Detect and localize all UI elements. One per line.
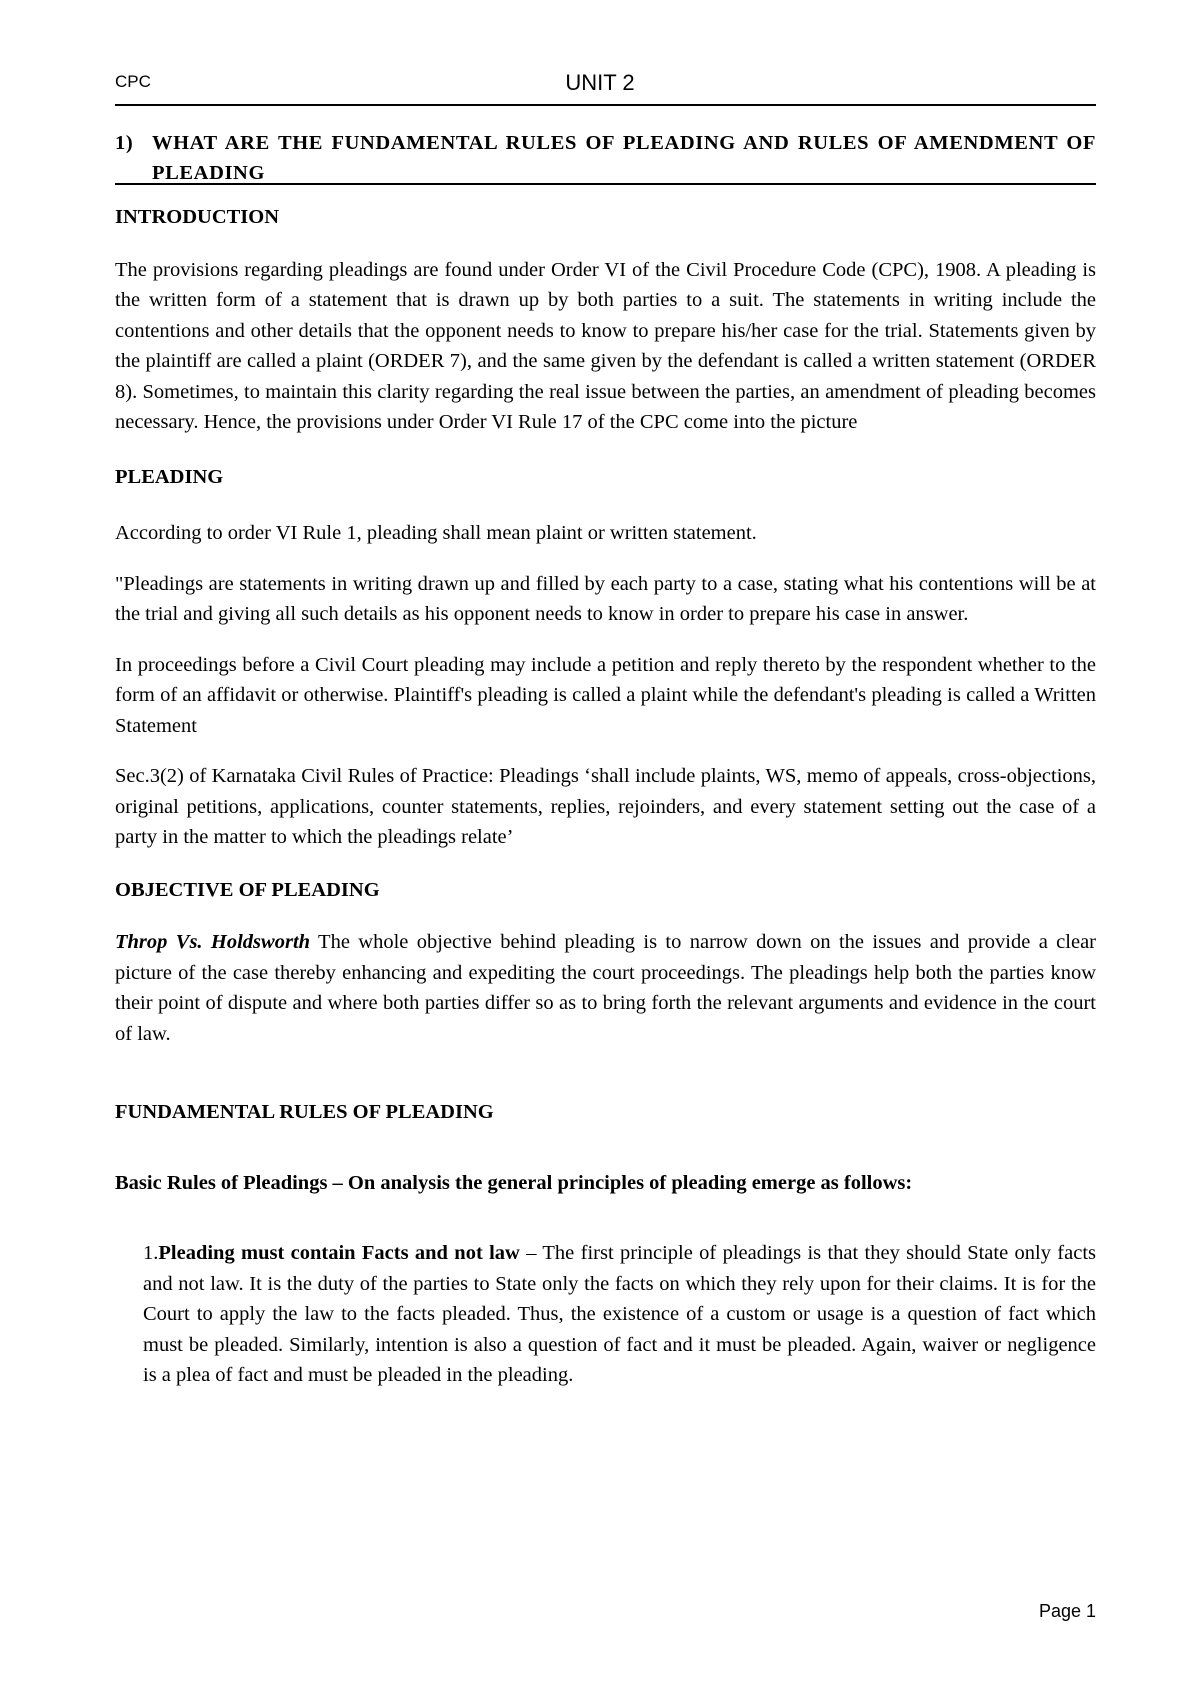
rule-1-text: – The first principle of pleadings is that they should State only facts and not law. It is the duty of the parties to State only the facts on which they rely upon for their claims. It is for the Court to apply the law to the facts pleaded. Thus, the existence of a custom or usage is a question of fact which must be pleaded. Similarly, intention is also a question of fact and it must be pleaded. Again, waiver or negligence is a plea of fact and must be pleaded in the pleading.	[143, 1242, 1096, 1386]
question-text: WHAT ARE THE FUNDAMENTAL RULES OF PLEADING AND RULES OF AMENDMENT OF PLEADING	[152, 132, 1096, 184]
objective-case-name: Throp Vs. Holdsworth	[115, 931, 311, 953]
pleading-civil-court: In proceedings before a Civil Court pleading may include a petition and reply thereto by the respondent whether to the form of an affidavit or otherwise. Plaintiff's pleading is called a plaint while the defendant's pleading is called a Written Statement	[115, 653, 1096, 737]
header-unit-title: UNIT 2	[565, 70, 635, 95]
question-heading	[115, 128, 1096, 188]
objective-heading: OBJECTIVE OF PLEADING	[115, 878, 380, 901]
pleading-heading: PLEADING	[115, 465, 224, 488]
objective-paragraph	[115, 927, 1096, 1049]
objective-text: The whole objective behind pleading is to narrow down on the issues and provide a clear picture of the case thereby enhancing and expediting the court proceedings. The pleadings help both the parties know their point of dispute and where both parties differ so as to bring forth the relevant arguments and evidence in the court of law.	[115, 931, 1096, 1045]
rule-1-number: 1.	[143, 1242, 159, 1264]
page-number: Page 1	[1038, 1601, 1096, 1621]
document-body	[115, 128, 1096, 1391]
rule-1-paragraph	[115, 1238, 1096, 1391]
pleading-definition: According to order VI Rule 1, pleading shall mean plaint or written statement.	[115, 522, 757, 544]
introduction-heading: INTRODUCTION	[115, 206, 280, 228]
introduction-paragraph: The provisions regarding pleadings are found under Order VI of the Civil Procedure Code (CPC), 1908. A pleading is the written form of a statement that is drawn up by both parties to a suit. The statements in writing include the contentions and other details that the opponent needs to know to prepare his/her case for the trial. Statements given by the plaintiff are called a plaint (ORDER 7), and the same given by the defendant is called a written statement (ORDER 8). Sometimes, to maintain this clarity regarding the real issue between the parties, an amendment of pleading becomes necessary. Hence, the provisions under Order VI Rule 17 of the CPC come into the picture	[115, 258, 1096, 433]
fundamental-rules-heading: FUNDAMENTAL RULES OF PLEADING	[115, 1101, 494, 1123]
pleading-quote: "Pleadings are statements in writing drawn up and filled by each party to a case, stating what his contentions will be at the trial and giving all such details as his opponent needs to know in order to prepare his case in answer.	[115, 572, 1096, 625]
header-subject: CPC	[115, 72, 151, 91]
header-rule	[115, 104, 1096, 106]
rule-1-title: Pleading must contain Facts and not law	[158, 1242, 520, 1264]
basic-rules-heading: Basic Rules of Pleadings – On analysis the general principles of pleading emerge as follows:	[115, 1171, 913, 1194]
pleading-karnataka-rules: Sec.3(2) of Karnataka Civil Rules of Practice: Pleadings ‘shall include plaints, WS, memo of appeals, cross-objections, original petitions, applications, counter statements, replies, rejoinders, and every statement setting out the case of a party in the matter to which the pleadings relate’	[115, 765, 1096, 848]
question-number: 1)	[115, 132, 134, 154]
